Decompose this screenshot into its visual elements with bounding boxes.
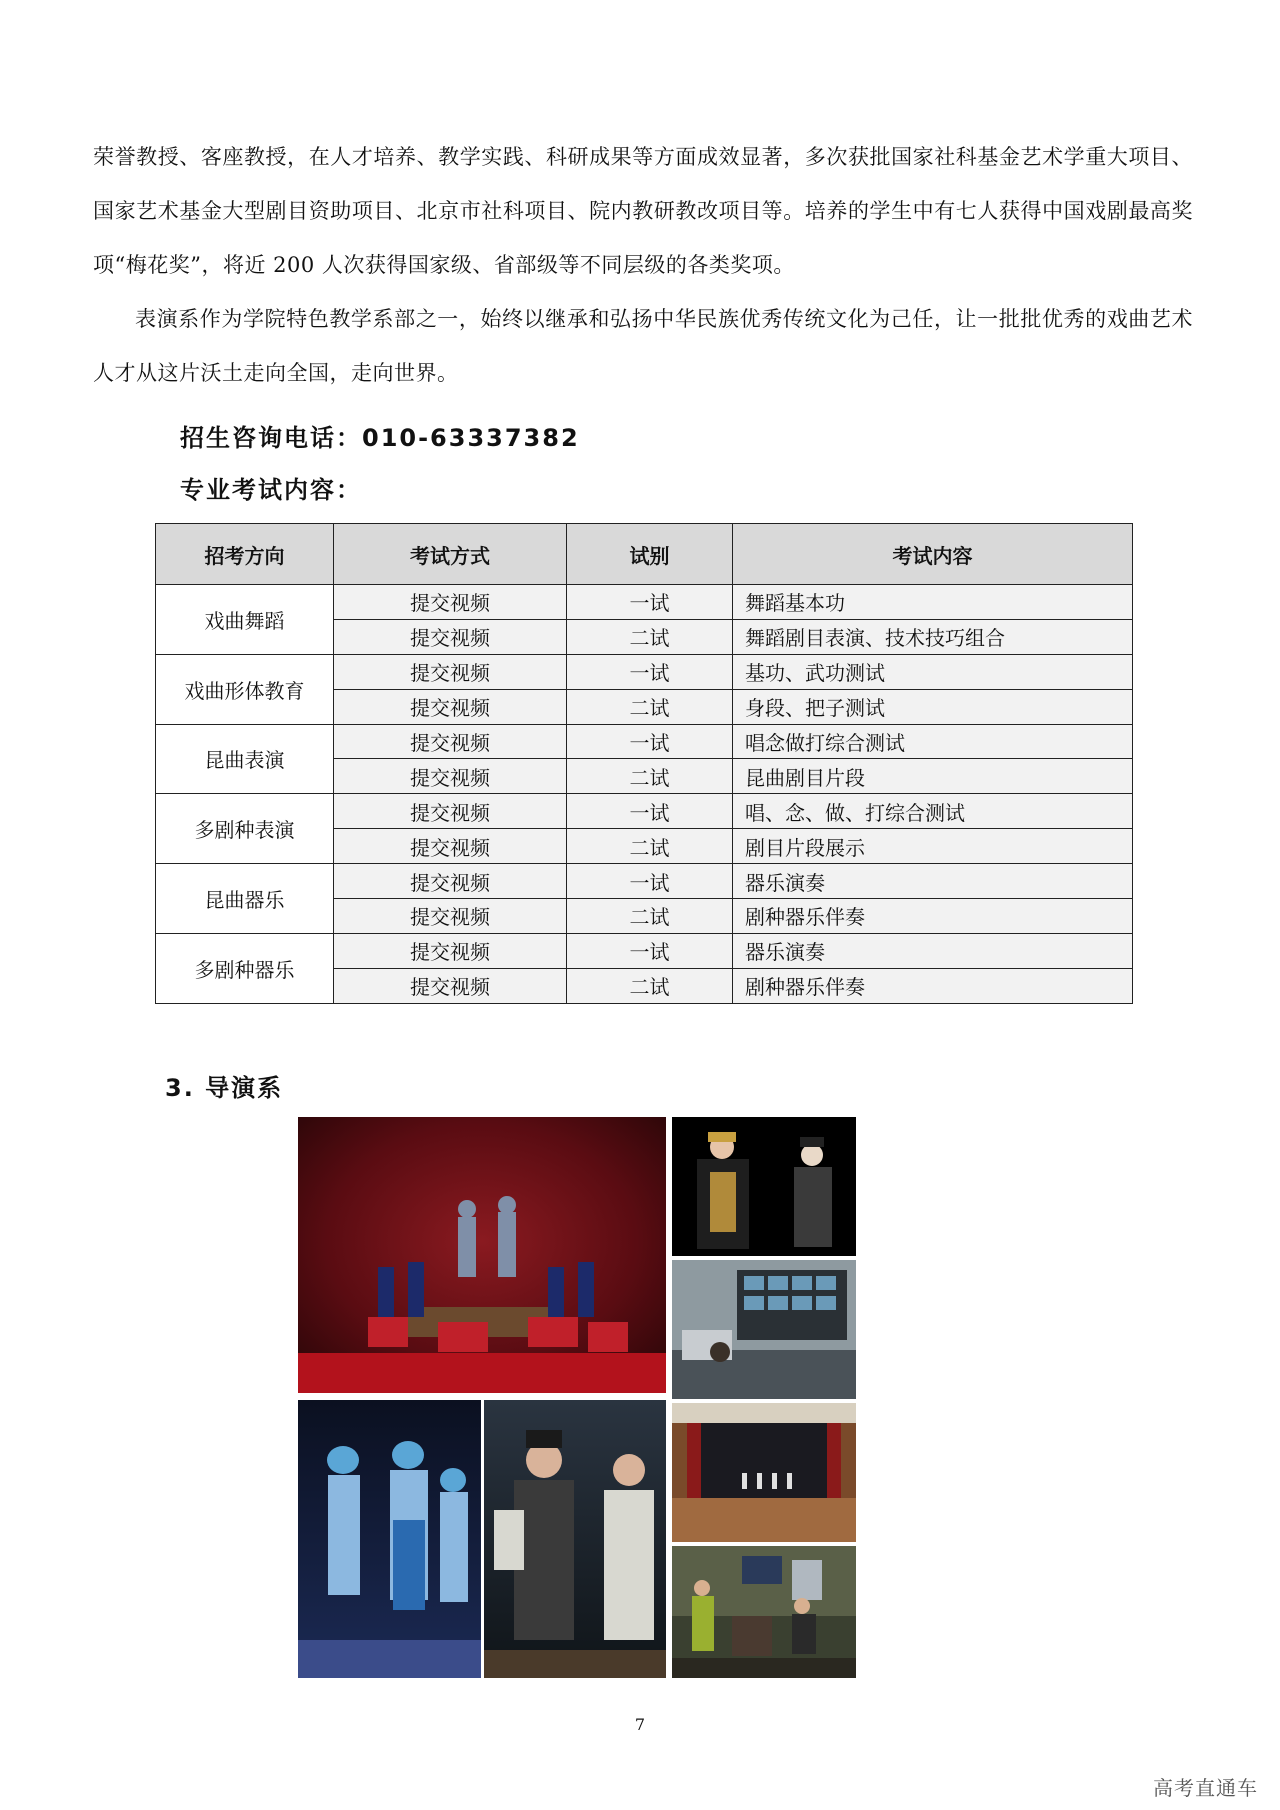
section-heading-directing: 3. 导演系 bbox=[165, 1074, 284, 1102]
direction-cell: 昆曲器乐 bbox=[156, 864, 334, 934]
photo-costume-dance bbox=[298, 1400, 481, 1678]
table-row bbox=[156, 864, 1133, 899]
paragraph-text: 表演系作为学院特色教学系部之一，始终以继承和弘扬中华民族优秀传统文化为己任，让一批批优秀的戏曲艺术人才从这片沃土走向全国，走向世界。 bbox=[93, 307, 1193, 385]
round-cell: 二试 bbox=[567, 829, 733, 864]
round-cell: 二试 bbox=[567, 759, 733, 794]
round-cell: 二试 bbox=[567, 968, 733, 1003]
table-row bbox=[156, 933, 1133, 968]
admission-phone: 招生咨询电话：010-63337382 bbox=[180, 424, 580, 452]
table-row bbox=[156, 724, 1133, 759]
content-cell: 剧种器乐伴奏 bbox=[733, 968, 1133, 1003]
page-number: 7 bbox=[634, 1715, 646, 1734]
department-paragraph bbox=[93, 292, 1193, 400]
round-cell: 一试 bbox=[567, 864, 733, 899]
round-cell: 二试 bbox=[567, 899, 733, 934]
header-content: 考试内容 bbox=[733, 524, 1133, 585]
method-cell: 提交视频 bbox=[334, 899, 567, 934]
table-row bbox=[156, 794, 1133, 829]
photo-small-stage bbox=[672, 1403, 856, 1542]
round-cell: 一试 bbox=[567, 933, 733, 968]
header-method: 考试方式 bbox=[334, 524, 567, 585]
round-cell: 一试 bbox=[567, 794, 733, 829]
round-cell: 一试 bbox=[567, 654, 733, 689]
method-cell: 提交视频 bbox=[334, 829, 567, 864]
direction-cell: 昆曲表演 bbox=[156, 724, 334, 794]
header-direction: 招考方向 bbox=[156, 524, 334, 585]
method-cell: 提交视频 bbox=[334, 654, 567, 689]
method-cell: 提交视频 bbox=[334, 619, 567, 654]
intro-paragraph bbox=[93, 130, 1193, 292]
round-cell: 二试 bbox=[567, 619, 733, 654]
photo-control-room bbox=[672, 1260, 856, 1399]
method-cell: 提交视频 bbox=[334, 864, 567, 899]
method-cell: 提交视频 bbox=[334, 968, 567, 1003]
photo-opera-two-actors bbox=[672, 1117, 856, 1256]
photo-costume-opera bbox=[484, 1400, 666, 1678]
method-cell: 提交视频 bbox=[334, 724, 567, 759]
content-cell: 唱、念、做、打综合测试 bbox=[733, 794, 1133, 829]
content-cell: 剧目片段展示 bbox=[733, 829, 1133, 864]
direction-cell: 多剧种表演 bbox=[156, 794, 334, 864]
table-row bbox=[156, 654, 1133, 689]
method-cell: 提交视频 bbox=[334, 689, 567, 724]
content-cell: 器乐演奏 bbox=[733, 864, 1133, 899]
method-cell: 提交视频 bbox=[334, 794, 567, 829]
content-cell: 剧种器乐伴奏 bbox=[733, 899, 1133, 934]
table-row bbox=[156, 585, 1133, 620]
content-cell: 舞蹈基本功 bbox=[733, 585, 1133, 620]
content-cell: 器乐演奏 bbox=[733, 933, 1133, 968]
header-round: 试别 bbox=[567, 524, 733, 585]
direction-cell: 多剧种器乐 bbox=[156, 933, 334, 1003]
content-cell: 昆曲剧目片段 bbox=[733, 759, 1133, 794]
method-cell: 提交视频 bbox=[334, 585, 567, 620]
photo-stage-opera-red bbox=[298, 1117, 666, 1393]
direction-cell: 戏曲形体教育 bbox=[156, 654, 334, 724]
content-cell: 唱念做打综合测试 bbox=[733, 724, 1133, 759]
content-cell: 基功、武功测试 bbox=[733, 654, 1133, 689]
direction-cell: 戏曲舞蹈 bbox=[156, 585, 334, 655]
exam-section-title: 专业考试内容： bbox=[180, 476, 362, 504]
table-header-row bbox=[156, 524, 1133, 585]
content-cell: 身段、把子测试 bbox=[733, 689, 1133, 724]
round-cell: 二试 bbox=[567, 689, 733, 724]
content-cell: 舞蹈剧目表演、技术技巧组合 bbox=[733, 619, 1133, 654]
method-cell: 提交视频 bbox=[334, 759, 567, 794]
round-cell: 一试 bbox=[567, 724, 733, 759]
round-cell: 一试 bbox=[567, 585, 733, 620]
paragraph-text: 荣誉教授、客座教授，在人才培养、教学实践、科研成果等方面成效显著，多次获批国家社科基金艺术学重大项目、国家艺术基金大型剧目资助项目、北京市社科项目、院内教研教改项目等。培养的学生中有七人获得中国戏剧最高奖项“梅花奖”，将近 200 人次获得国家级、省部级等不同层级的各类奖项。 bbox=[93, 145, 1193, 277]
exam-table bbox=[155, 523, 1133, 1004]
photo-drama-scene bbox=[672, 1546, 856, 1678]
method-cell: 提交视频 bbox=[334, 933, 567, 968]
watermark-text: 高考直通车 bbox=[1153, 1776, 1258, 1800]
